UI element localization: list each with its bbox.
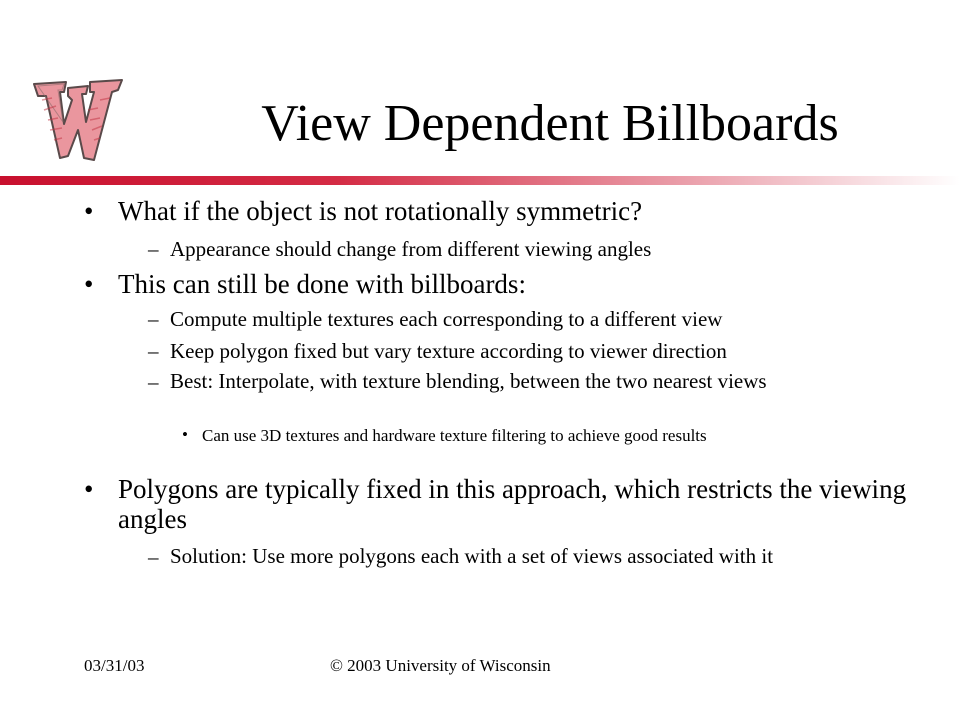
slide-title: View Dependent Billboards	[261, 95, 839, 152]
title-divider	[0, 176, 960, 185]
sub-bullet-marker: –	[148, 545, 159, 569]
footer-date: 03/31/03	[84, 656, 145, 675]
sub-bullet-text: Best: Interpolate, with texture blending, between the two nearest views	[170, 369, 767, 393]
sub-sub-bullet-text: Can use 3D textures and hardware texture filtering to achieve good results	[202, 426, 707, 445]
bullet-text: What if the object is not rotationally symmetric?	[118, 196, 643, 226]
sub-bullet-text: Compute multiple textures each corresponding to a different view	[170, 307, 723, 331]
sub-bullet-text: Appearance should change from different viewing angles	[170, 237, 652, 261]
sub-bullet-marker: –	[148, 370, 159, 394]
bullet-marker: •	[84, 269, 94, 299]
sub-sub-bullet-marker: •	[182, 425, 188, 444]
bullet-marker: •	[84, 474, 94, 504]
sub-bullet-text: Keep polygon fixed but vary texture according to viewer direction	[170, 339, 727, 363]
sub-bullet-marker: –	[148, 237, 159, 261]
sub-bullet-text: Solution: Use more polygons each with a set of views associated with it	[170, 544, 774, 568]
wisconsin-w-logo	[28, 70, 126, 170]
bullet-text: This can still be done with billboards:	[118, 269, 526, 299]
bullet-text: Polygons are typically fixed in this approach, which restricts the viewing angles	[118, 474, 907, 534]
bullet-marker: •	[84, 196, 94, 226]
sub-bullet-marker: –	[148, 307, 159, 331]
sub-bullet-marker: –	[148, 339, 159, 363]
footer-copyright: © 2003 University of Wisconsin	[330, 656, 551, 675]
